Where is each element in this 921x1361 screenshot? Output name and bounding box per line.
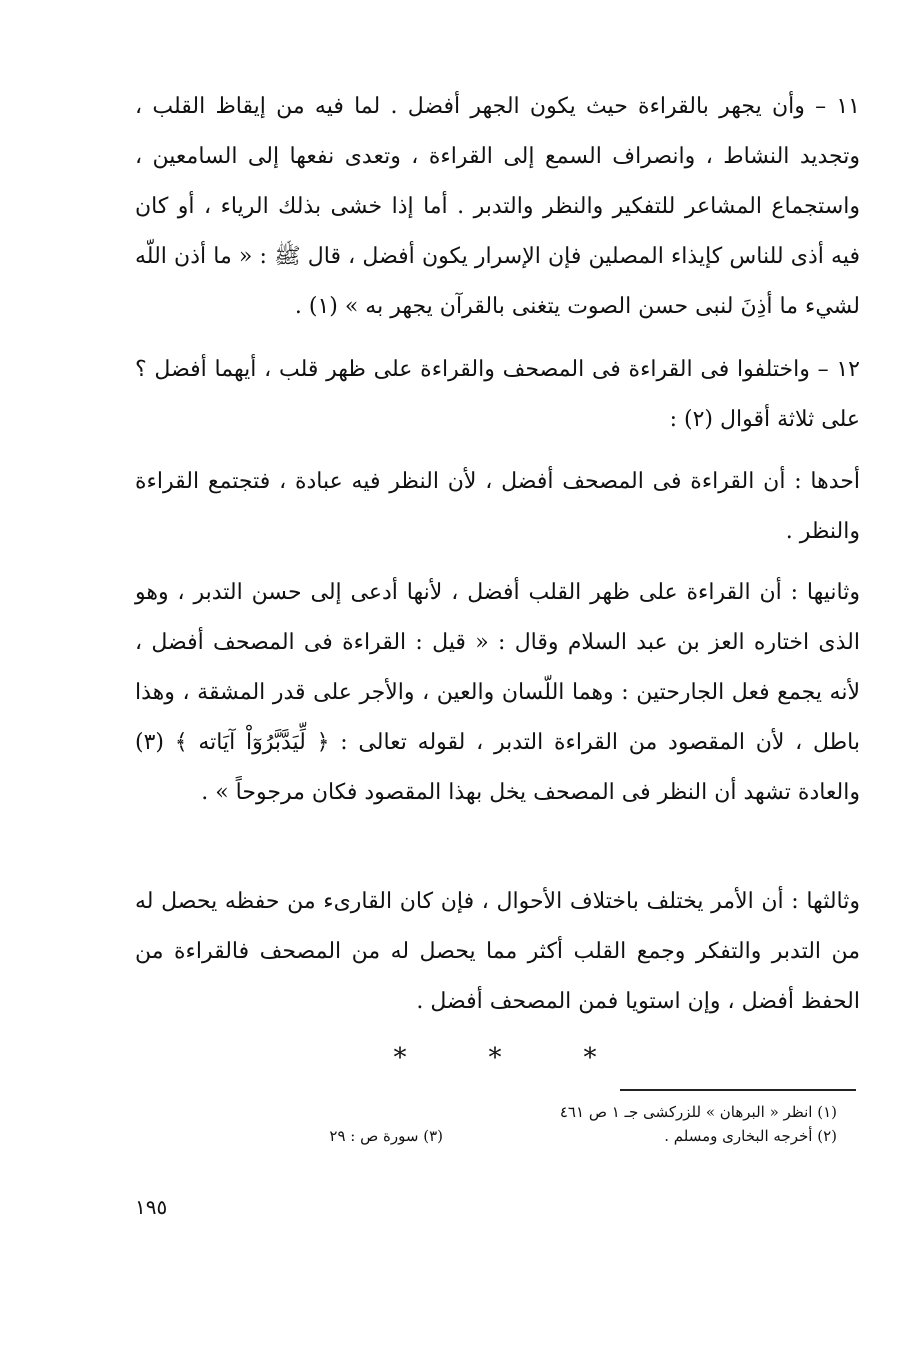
footnote-3: (٣) سورة ص : ٢٩ bbox=[329, 1127, 443, 1145]
section-separator bbox=[380, 1038, 610, 1078]
separator-star-icon: * bbox=[583, 1043, 597, 1073]
footnote-divider bbox=[620, 1089, 856, 1091]
footnote-2: (٢) أخرجه البخارى ومسلم . bbox=[664, 1127, 837, 1145]
paragraph-11-loud-recitation: ١١ – وأن يجهر بالقراءة حيث يكون الجهر أفضل . لما فيه من إيقاظ القلب ، وتجديد النشاط ، وانصراف السمع إلى القراءة ، وتعدى نفعها إلى السامعين ، واستجماع المشاعر للتفكير والنظر والتدبر . أما إذا خشى بذلك الرياء ، أو كان فيه أذى للناس كإيذاء المصلين فإن الإسرار يكون أفضل ، قال ﷺ : « ما أذن اللّه لشيء ما أذِنَ لنبى حسن الصوت يتغنى بالقرآن يجهر به » (١) . bbox=[135, 94, 860, 319]
footnote-1: (١) انظر « البرهان » للزركشى جـ ١ ص ٤٦١ bbox=[559, 1103, 837, 1121]
paragraph-second-opinion: وثانيها : أن القراءة على ظهر القلب أفضل ، لأنها أدعى إلى حسن التدبر ، وهو الذى اختاره العز بن عبد السلام وقال : « قيل : القراءة فى المصحف أفضل ، لأنه يجمع فعل الجارحتين : وهما اللّسان والعين ، والأجر على قدر المشقة ، وهذا باطل ، لأن المقصود من القراءة التدبر ، لقوله تعالى : ﴿ لِّيَدَّبَّرُوٓاْ آيَاته ﴾ (٣) والعادة تشهد أن النظر فى المصحف يخل بهذا المقصود فكان مرجوحاً » . bbox=[135, 580, 860, 805]
page-number: ١٩٥ bbox=[135, 1195, 168, 1219]
separator-star-icon: * bbox=[488, 1043, 502, 1073]
paragraph-first-opinion: أحدها : أن القراءة فى المصحف أفضل ، لأن النظر فيه عبادة ، فتجتمع القراءة والنظر . bbox=[135, 469, 860, 544]
separator-star-icon: * bbox=[393, 1043, 407, 1073]
paragraph-third-opinion: وثالثها : أن الأمر يختلف باختلاف الأحوال ، فإن كان القارىء من حفظه يحصل له من التدبر والتفكر وجمع القلب أكثر مما يحصل له من المصحف فالقراءة من الحفظ أفضل ، وإن استويا فمن المصحف أفضل . bbox=[135, 889, 860, 1014]
paragraph-12-mushaf-vs-memory: ١٢ – واختلفوا فى القراءة فى المصحف والقراءة على ظهر قلب ، أيهما أفضل ؟ على ثلاثة أقوال (٢) : bbox=[135, 357, 860, 432]
